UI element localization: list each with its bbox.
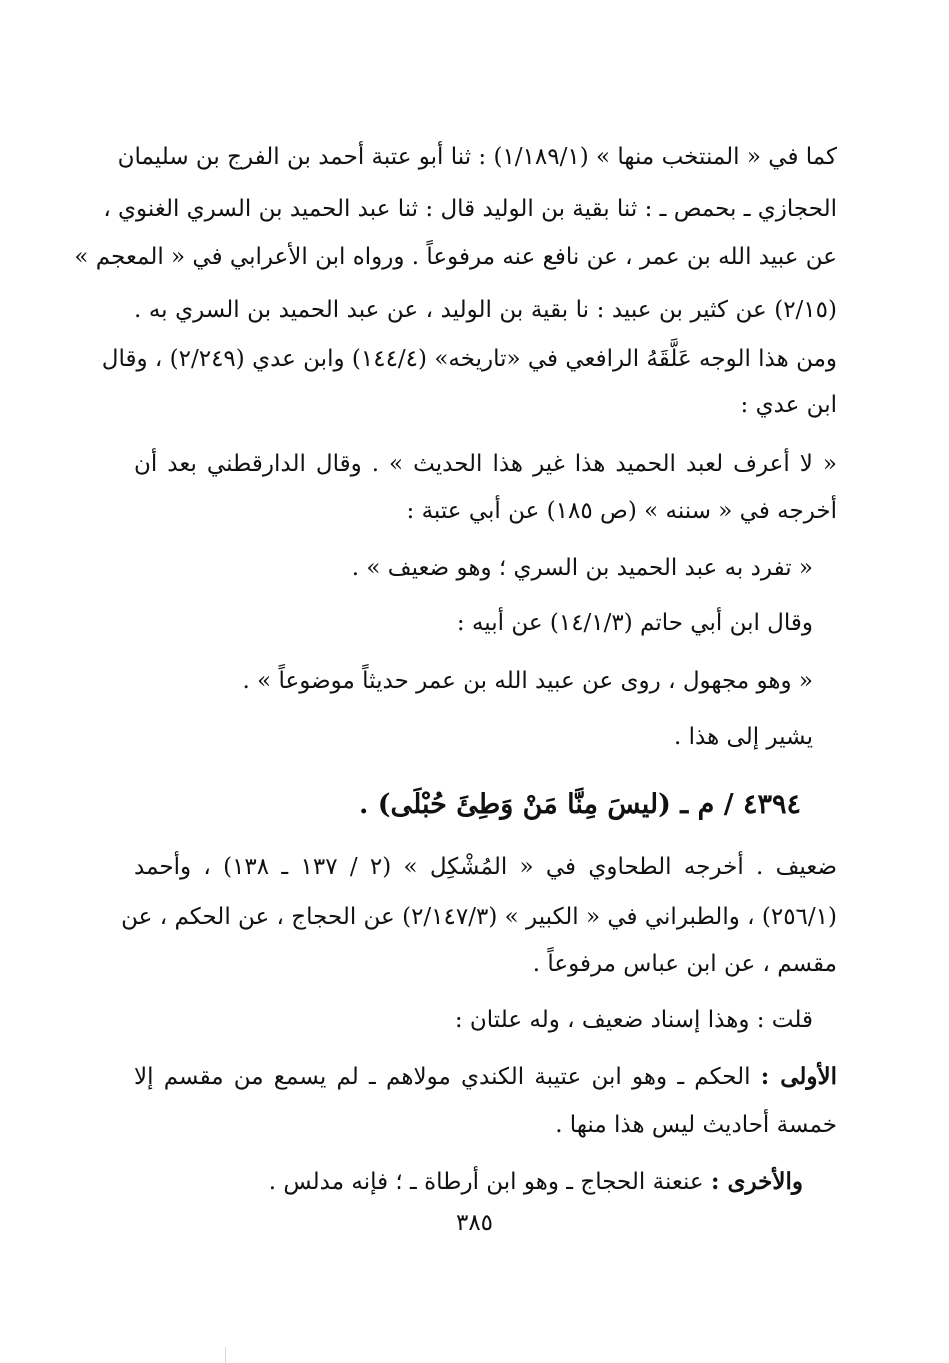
quote-line-2: أخرجه في « سننه » (ص ١٨٥) عن أبي عتبة : [406, 498, 837, 524]
grading-line-2: (٢٥٦/١) ، والطبراني في « الكبير » (٢/١٤٧/٣) عن الحجاج ، عن الحكم ، عن [121, 904, 837, 930]
text-line-2: الحجازي ـ بحمص ـ : ثنا بقية بن الوليد قال : ثنا عبد الحميد بن السري الغنوي ، [103, 196, 837, 222]
first-cause-lead: الأولى : [760, 1063, 838, 1090]
text-line-4: (٢/١٥) عن كثير بن عبيد : نا بقية بن الوليد ، عن عبد الحميد بن السري به . [134, 297, 837, 323]
text-reference: يشير إلى هذا . [674, 724, 813, 750]
text-line-1: كما في « المنتخب منها » (١/١٨٩/١) : ثنا أبو عتبة أحمد بن الفرج بن سليمان [117, 144, 837, 170]
second-cause-line [269, 1163, 803, 1201]
text-abi-hatim: وقال ابن أبي حاتم (١٤/١/٣) عن أبيه : [456, 610, 813, 636]
first-cause-text: الحكم ـ وهو ابن عتيبة الكندي مولاهم ـ لم يسمع من مقسم إلا [134, 1064, 751, 1090]
quote-abi-hatim: « وهو مجهول ، روى عن عبيد الله بن عمر حديثاً موضوعاً » . [242, 668, 813, 694]
first-cause-line-2: خمسة أحاديث ليس هذا منها . [555, 1112, 837, 1138]
verdict-line: قلت : وهذا إسناد ضعيف ، وله علتان : [454, 1007, 813, 1033]
text-line-3: عن عبيد الله بن عمر ، عن نافع عنه مرفوعاً . ورواه ابن الأعرابي في « المعجم » [74, 244, 837, 270]
second-cause-lead: والأخرى : [710, 1168, 803, 1195]
scan-mark [225, 1347, 226, 1363]
text-line-6: ابن عدي : [740, 392, 837, 418]
text-line-5: ومن هذا الوجه عَلَّقَهُ الرافعي في «تاريخه» (١٤٤/٤) وابن عدي (٢/٢٤٩) ، وقال [101, 346, 837, 372]
grading-line-1: ضعيف . أخرجه الطحاوي في « المُشْكِل » (٢ / ١٣٧ ـ ١٣٨) ، وأحمد [134, 854, 837, 880]
page-number: ٣٨٥ [455, 1210, 494, 1236]
hadith-heading: ٤٣٩٤ / م ـ (ليسَ مِنَّا مَنْ وَطِئَ حُبْلَى) . [358, 789, 801, 820]
first-cause-line-1 [134, 1058, 837, 1096]
quote-line-1: « لا أعرف لعبد الحميد هذا غير هذا الحديث » . وقال الدارقطني بعد أن [134, 451, 837, 477]
grading-line-3: مقسم ، عن ابن عباس مرفوعاً . [532, 951, 837, 977]
second-cause-text: عنعنة الحجاج ـ وهو ابن أرطاة ـ ؛ فإنه مدلس . [268, 1169, 704, 1195]
quote-daraqutni: « تفرد به عبد الحميد بن السري ؛ وهو ضعيف » . [351, 555, 813, 581]
